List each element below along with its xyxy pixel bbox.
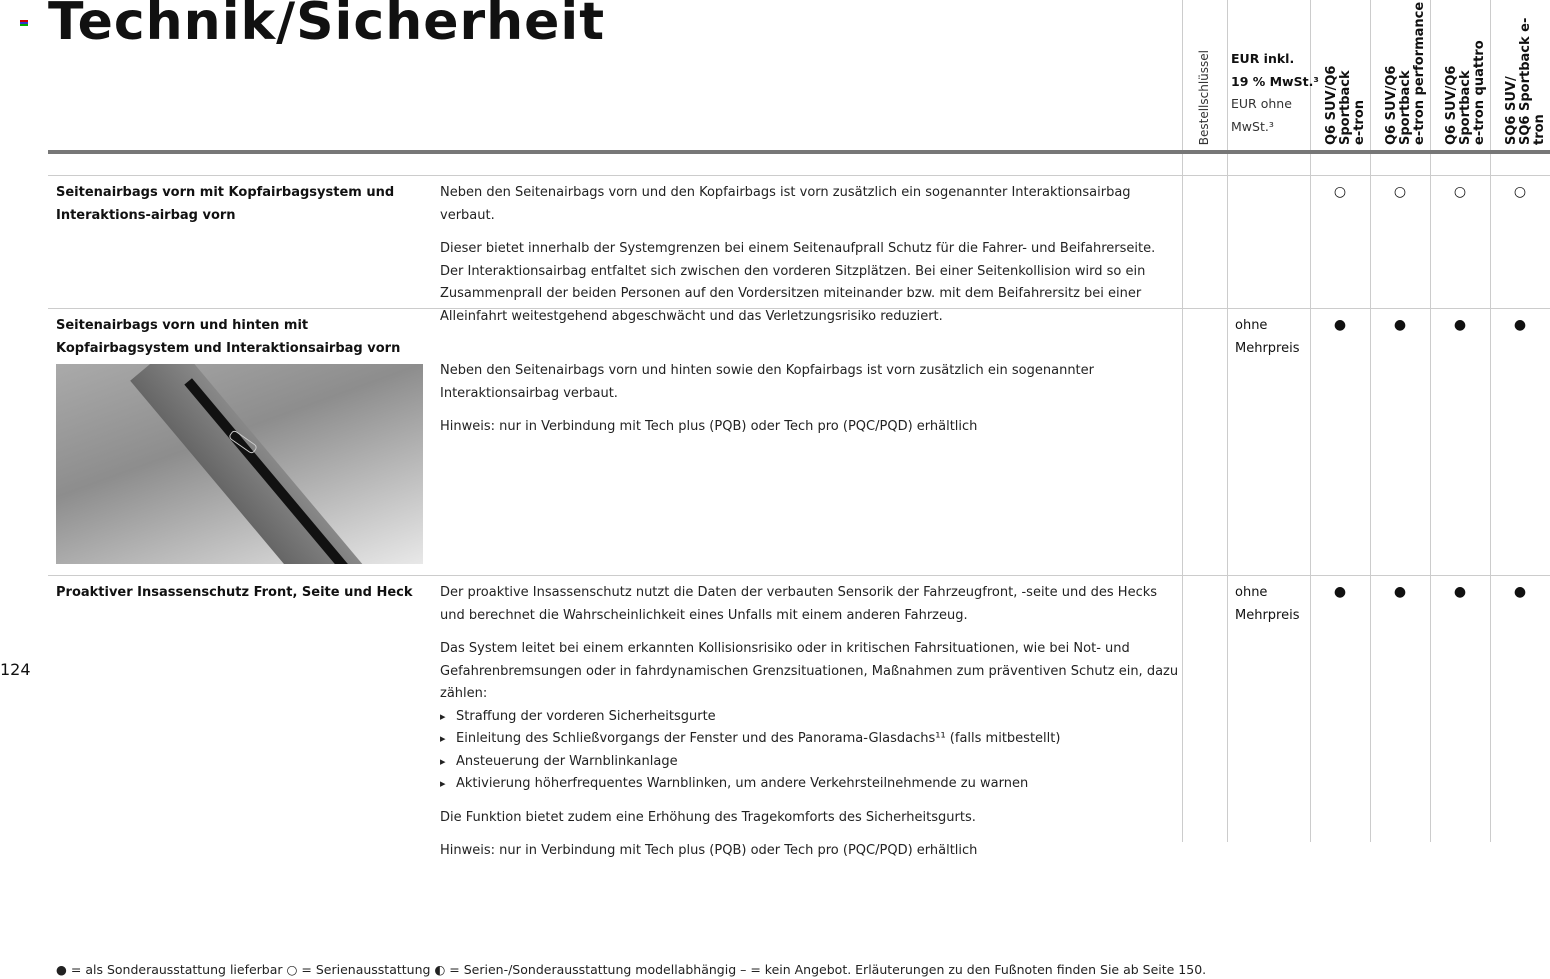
header-price bbox=[1231, 48, 1319, 138]
model-line: e-tron quattro bbox=[1472, 40, 1487, 145]
feature-description bbox=[440, 582, 1180, 874]
desc-paragraph: Hinweis: nur in Verbindung mit Tech plus (PQB) oder Tech pro (PQC/PQD) erhältlich bbox=[440, 843, 978, 858]
price-value: ohne Mehrpreis bbox=[1235, 585, 1300, 623]
header-model-3 bbox=[1445, 0, 1487, 145]
order-key-label: Bestellschlüssel bbox=[1197, 49, 1211, 145]
price-excl-2: MwSt.³ bbox=[1231, 118, 1274, 134]
model-line: Q6 SUV/Q6 Sportback bbox=[1444, 65, 1473, 145]
standard-mark: ○ bbox=[1513, 184, 1527, 200]
price-incl-2: 19 % MwSt.³ bbox=[1231, 73, 1319, 89]
header-model-4 bbox=[1505, 0, 1547, 145]
page-title: Technik/Sicherheit bbox=[48, 0, 606, 52]
page-number: 124 bbox=[0, 660, 31, 679]
option-mark: ● bbox=[1453, 584, 1467, 600]
price-value: ohne Mehrpreis bbox=[1235, 318, 1300, 356]
price-incl bbox=[1231, 48, 1319, 93]
desc-paragraph: Neben den Seitenairbags vorn und hinten sowie den Kopfairbags ist vorn zusätzlich ein sogenannter Interaktionsairbag verbaut. bbox=[440, 363, 1094, 401]
desc-paragraph: Neben den Seitenairbags vorn und den Kopfairbags ist vorn zusätzlich ein sogenannter Interaktionsairbag verbaut. bbox=[440, 185, 1131, 223]
feature-name: Seitenairbags vorn mit Kopfairbagsystem und Interaktions-airbag vorn bbox=[56, 185, 395, 223]
feature-name: Proaktiver Insassenschutz Front, Seite und Heck bbox=[56, 585, 413, 600]
model-label bbox=[1445, 0, 1487, 145]
table-row bbox=[48, 175, 1550, 324]
option-mark: ● bbox=[1333, 584, 1347, 600]
legend-footer: ● = als Sonderausstattung lieferbar ○ = Serienausstattung ◐ = Serien-/Sonderausstattung modellabhängig – = kein Angebot. Erläuterungen zu den Fußnoten finden Sie ab Seite 150. bbox=[56, 962, 1207, 977]
header-model-2 bbox=[1385, 0, 1427, 145]
model-line: e-tron performance bbox=[1412, 1, 1427, 145]
desc-paragraph: Hinweis: nur in Verbindung mit Tech plus (PQB) oder Tech pro (PQC/PQD) erhältlich bbox=[440, 419, 978, 434]
option-mark: ● bbox=[1513, 584, 1527, 600]
option-mark: ● bbox=[1393, 317, 1407, 333]
bullet-list bbox=[440, 706, 1180, 796]
feature-description bbox=[440, 360, 1180, 450]
bullet-item: ▸ Ansteuerung der Warnblinkanlage bbox=[440, 751, 1180, 774]
flag-icon bbox=[20, 20, 28, 26]
bullet-item: ▸ Einleitung des Schließvorgangs der Fenster und des Panorama-Glasdachs¹¹ (falls mitbestellt) bbox=[440, 728, 1180, 751]
desc-paragraph: Der proaktive Insassenschutz nutzt die Daten der verbauten Sensorik der Fahrzeugfront, -seite und des Hecks und berechnet die Wahrscheinlichkeit eines Unfalls mit einem anderen Fahrzeug. bbox=[440, 585, 1158, 623]
feature-name: Seitenairbags vorn und hinten mit Kopfairbagsystem und Interaktionsairbag vorn bbox=[56, 318, 401, 356]
option-mark: ● bbox=[1393, 584, 1407, 600]
option-mark: ● bbox=[1333, 317, 1347, 333]
table-row bbox=[48, 575, 1550, 858]
desc-paragraph: Das System leitet bei einem erkannten Kollisionsrisiko oder in kritischen Fahrsituationen, wie bei Not- und Gefahrenbremsungen oder in fahrdynamischen Grenzsituationen, Maßnahmen zum präventiven Schutz ein, dazu zählen: bbox=[440, 641, 1179, 701]
table-row bbox=[48, 308, 1550, 575]
standard-mark: ○ bbox=[1453, 184, 1467, 200]
header-model-1 bbox=[1325, 0, 1367, 145]
bullet-item: ▸ Aktivierung höherfrequentes Warnblinken, um andere Verkehrsteilnehmende zu warnen bbox=[440, 773, 1180, 796]
model-label bbox=[1505, 0, 1547, 145]
model-line: SQ6 Sportback e-tron bbox=[1518, 17, 1547, 145]
airbag-photo bbox=[56, 364, 423, 564]
option-mark: ● bbox=[1453, 317, 1467, 333]
desc-paragraph: Dieser bietet innerhalb der Systemgrenzen bei einem Seitenaufprall Schutz für die Fahrer- und Beifahrerseite. Der Interaktionsairbag entfaltet sich zwischen den vorderen Sitzplätzen. Bei einer Seitenkollision wird so ein Zusammenprall der beiden Personen auf den Vordersitzen miteinander bzw. mit dem Beifahrersitz bei einer Alleinfahrt weitestgehend abgeschwächt und das Verletzungsrisiko reduziert. bbox=[440, 241, 1156, 324]
header-rule bbox=[48, 150, 1550, 154]
price-excl bbox=[1231, 93, 1319, 138]
model-label bbox=[1325, 0, 1367, 145]
model-line: e-tron bbox=[1352, 99, 1367, 145]
bullet-item: ▸ Straffung der vorderen Sicherheitsgurte bbox=[440, 706, 1180, 729]
standard-mark: ○ bbox=[1393, 184, 1407, 200]
price-excl-1: EUR ohne bbox=[1231, 96, 1292, 111]
model-line: Q6 SUV/Q6 Sportback bbox=[1384, 65, 1413, 145]
option-mark: ● bbox=[1513, 317, 1527, 333]
model-line: Q6 SUV/Q6 Sportback bbox=[1324, 65, 1353, 145]
model-line: SQ6 SUV/ bbox=[1504, 76, 1519, 145]
standard-mark: ○ bbox=[1333, 184, 1347, 200]
price-incl-1: EUR inkl. bbox=[1231, 51, 1295, 66]
header-order-key bbox=[1197, 0, 1211, 145]
desc-paragraph: Die Funktion bietet zudem eine Erhöhung des Tragekomforts des Sicherheitsgurts. bbox=[440, 809, 976, 825]
model-label bbox=[1385, 0, 1427, 145]
